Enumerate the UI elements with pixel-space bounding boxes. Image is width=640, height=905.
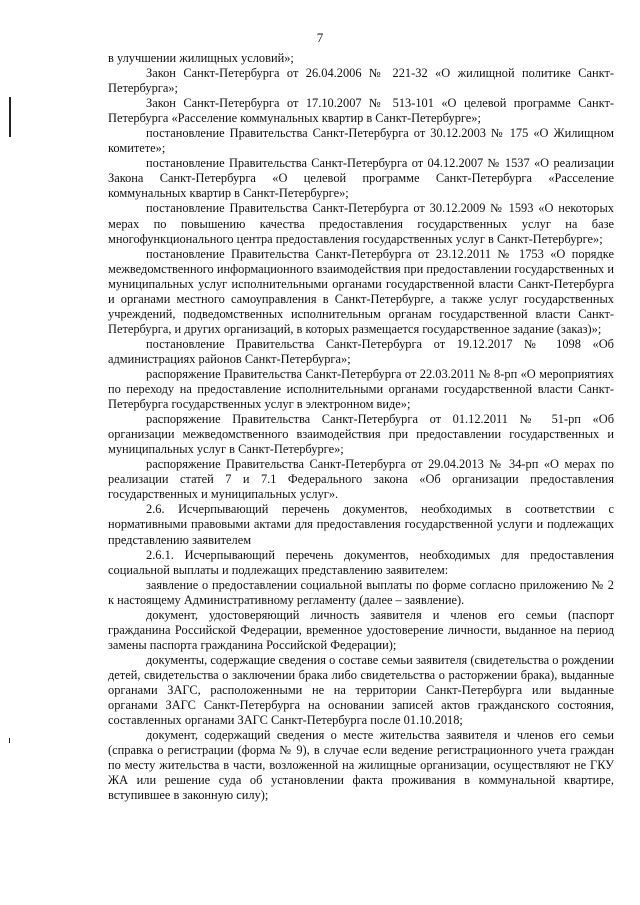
paragraph: распоряжение Правительства Санкт-Петербурга от 22.03.2011 № 8-рп «О мероприятиях по переходу на предоставление исполнительными органами государственной власти Санкт-Петербурга государственных услуг в электронном виде»; xyxy=(108,366,614,412)
paragraph: Закон Санкт-Петербурга от 26.04.2006 № 221-32 «О жилищной политике Санкт-Петербурга»; xyxy=(108,66,614,96)
section-heading: 2.6. Исчерпывающий перечень документов, необходимых в соответствии с нормативными правовыми актами для предоставления государственной услуги и подлежащих представлению заявителем xyxy=(108,502,614,547)
paragraph: постановление Правительства Санкт-Петербурга от 30.12.2003 № 175 «О Жилищном комитете»; xyxy=(108,126,614,156)
list-item: документ, содержащий сведения о месте жительства заявителя и членов его семьи (справка о регистрации (форма № 9), в случае если ведение регистрационного учета граждан по месту жительства в части, возложенной на жилищные организации, осуществляют не ГКУ ЖА или решение суда об установлении факта проживания в коммунальной квартире, вступившее в законную силу); xyxy=(108,728,614,803)
paragraph: распоряжение Правительства Санкт-Петербурга от 01.12.2011 № 51-рп «Об организации межведомственного взаимодействия при предоставлении государственных и муниципальных услуг в Санкт-Петербурге»; xyxy=(108,412,614,457)
paragraph: постановление Правительства Санкт-Петербурга от 19.12.2017 № 1098 «Об администрациях районов Санкт-Петербурга»; xyxy=(108,336,614,366)
list-item: документ, удостоверяющий личность заявителя и членов его семьи (паспорт гражданина Российской Федерации, временное удостоверение личности, выданное на период замены паспорта гражданина Российской Федерации); xyxy=(108,607,614,652)
paragraph: Закон Санкт-Петербурга от 17.10.2007 № 513-101 «О целевой программе Санкт-Петербурга «Расселение коммунальных квартир в Санкт-Петербурге»; xyxy=(108,96,614,126)
list-item: документы, содержащие сведения о составе семьи заявителя (свидетельства о рождении детей, свидетельства о заключении брака либо свидетельства о расторжении брака), выданные органами ЗАГС, расположенными не на территории Санкт-Петербурга или выданные органами ЗАГС Санкт-Петербурга на основании записей актов гражданского состояния, составленных органами ЗАГС Санкт-Петербурга после 01.10.2018; xyxy=(108,652,614,728)
margin-mark xyxy=(9,97,11,137)
paragraph: постановление Правительства Санкт-Петербурга от 04.12.2007 № 1537 «О реализации Закона Санкт-Петербурга «О целевой программе Санкт-Петербурга «Расселение коммунальных квартир в Санкт-Петербурге»; xyxy=(108,156,614,201)
paragraph: постановление Правительства Санкт-Петербурга от 23.12.2011 № 1753 «О порядке межведомственного информационного взаимодействия при предоставлении государственных и муниципальных услуг исполнительными органами государственной власти Санкт-Петербурга и органами местного самоуправления в Санкт-Петербурге, а также услуг государственных учреждений, подведомственных исполнительным органам государственной власти Санкт-Петербурга, и других организаций, в которых размещается государственное задание (заказ)»; xyxy=(108,246,614,336)
margin-mark xyxy=(9,738,10,743)
paragraph: распоряжение Правительства Санкт-Петербурга от 29.04.2013 № 34-рп «О мерах по реализации статей 7 и 7.1 Федерального закона «Об организации предоставления государственных и муниципальных услуг». xyxy=(108,457,614,502)
list-item: заявление о предоставлении социальной выплаты по форме согласно приложению № 2 к настоящему Административному регламенту (далее – заявление). xyxy=(108,577,614,607)
paragraph: постановление Правительства Санкт-Петербурга от 30.12.2009 № 1593 «О некоторых мерах по повышению качества предоставления государственных услуг на базе многофункционального центра предоставления государственных услуг в Санкт-Петербурге»; xyxy=(108,201,614,246)
document-body xyxy=(108,51,614,803)
paragraph: в улучшении жилищных условий»; xyxy=(108,51,294,65)
paragraph: 2.6.1. Исчерпывающий перечень документов, необходимых для предоставления социальной выплаты и подлежащих представлению заявителем: xyxy=(108,547,614,577)
page-number: 7 xyxy=(316,30,324,45)
